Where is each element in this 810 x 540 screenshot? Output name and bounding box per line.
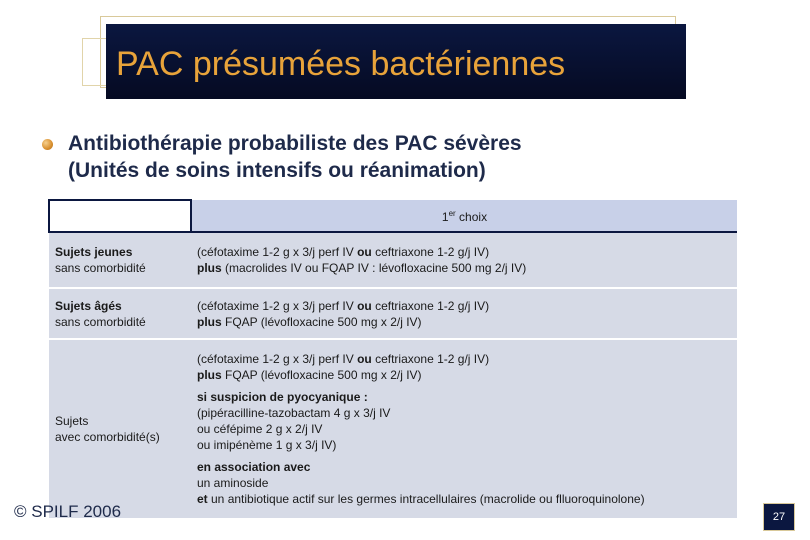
treatment-line: ou céfépime 2 g x 2/j IV (197, 422, 323, 436)
treatment-block-standard (197, 351, 731, 383)
treatment-line-1 (197, 298, 731, 314)
copyright-text: © SPILF 2006 (14, 502, 122, 521)
treatment-block-pyocyanique (197, 389, 731, 453)
treatment-ou: ou (357, 298, 372, 313)
treatment-plus: plus (197, 368, 222, 382)
treatment-text: FQAP (lévofloxacine 500 mg x 2/j IV) (221, 314, 422, 329)
treatment-text: FQAP (lévofloxacine 500 mg x 2/j IV) (221, 368, 422, 382)
table-row (49, 232, 737, 288)
treatment-line (197, 491, 731, 507)
treatment-text-end: ceftriaxone 1-2 g/j IV) (371, 245, 490, 259)
treatment-et: et (197, 492, 208, 506)
row-treatment-elderly (191, 288, 737, 339)
row-label-bold: Sujets jeunes (55, 245, 133, 259)
treatment-line-1 (197, 351, 731, 367)
treatment-line-2 (197, 367, 731, 383)
treatment-text-end: ceftriaxone 1-2 g/j IV) (371, 298, 490, 313)
subtitle-line-1: Antibiothérapie probabiliste des PAC sévères (68, 132, 522, 155)
row-label-rest: sans comorbidité (55, 314, 146, 329)
treatment-block-title: en association avec (197, 460, 311, 474)
treatment-line-2 (197, 260, 731, 276)
treatment-text: (céfotaxime 1-2 g x 3/j perf IV (197, 245, 358, 259)
row-label-bold: Sujets âgés (55, 298, 122, 313)
row-label-line-2: avec comorbidité(s) (55, 430, 160, 444)
row-treatment-comorbidity (191, 339, 737, 518)
row-treatment-young (191, 232, 737, 288)
header-choice-sup: er (448, 209, 456, 218)
treatment-line: ou imipénème 1 g x 3/j IV) (197, 438, 337, 452)
treatment-ou: ou (357, 352, 372, 366)
header-empty-cell (49, 200, 191, 232)
treatment-text: un antibiotique actif sur les germes intracellulaires (macrolide ou flluoroquinolone) (207, 492, 645, 506)
page-number-badge: 27 (763, 503, 795, 531)
treatment-text-end: ceftriaxone 1-2 g/j IV) (371, 352, 490, 366)
treatment-text: (céfotaxime 1-2 g x 3/j perf IV (197, 352, 358, 366)
slide-subtitle (68, 130, 522, 184)
treatment-line: (pipéracilline-tazobactam 4 g x 3/j IV (197, 406, 391, 420)
treatment-ou: ou (357, 245, 372, 259)
treatment-line: un aminoside (197, 476, 269, 490)
treatment-line-1 (197, 244, 731, 260)
table-row (49, 339, 737, 518)
bullet-icon (42, 139, 53, 150)
row-label-young (49, 232, 191, 288)
treatment-text: (céfotaxime 1-2 g x 3/j perf IV (197, 298, 358, 313)
row-label-line-1: Sujets (55, 414, 89, 428)
subtitle-line-2: (Unités de soins intensifs ou réanimation) (68, 159, 486, 182)
row-label-elderly (49, 288, 191, 339)
antibiotic-table (48, 199, 737, 518)
header-choice-text: choix (455, 210, 488, 224)
treatment-plus: plus (197, 261, 222, 275)
table-header-row (49, 200, 737, 232)
row-label-comorbidity (49, 339, 191, 518)
row-label-rest: sans comorbidité (55, 261, 146, 275)
table-row (49, 288, 737, 339)
slide-title: PAC présumées bactériennes (116, 45, 566, 83)
treatment-text: (macrolides IV ou FQAP IV : lévofloxacine 500 mg 2/j IV) (221, 261, 527, 275)
treatment-plus: plus (197, 314, 222, 329)
treatment-block-association (197, 459, 731, 507)
treatment-line-2 (197, 314, 731, 330)
header-first-choice (191, 200, 737, 232)
header-choice-number: 1 (441, 210, 449, 224)
treatment-block-title: si suspicion de pyocyanique : (197, 390, 368, 404)
